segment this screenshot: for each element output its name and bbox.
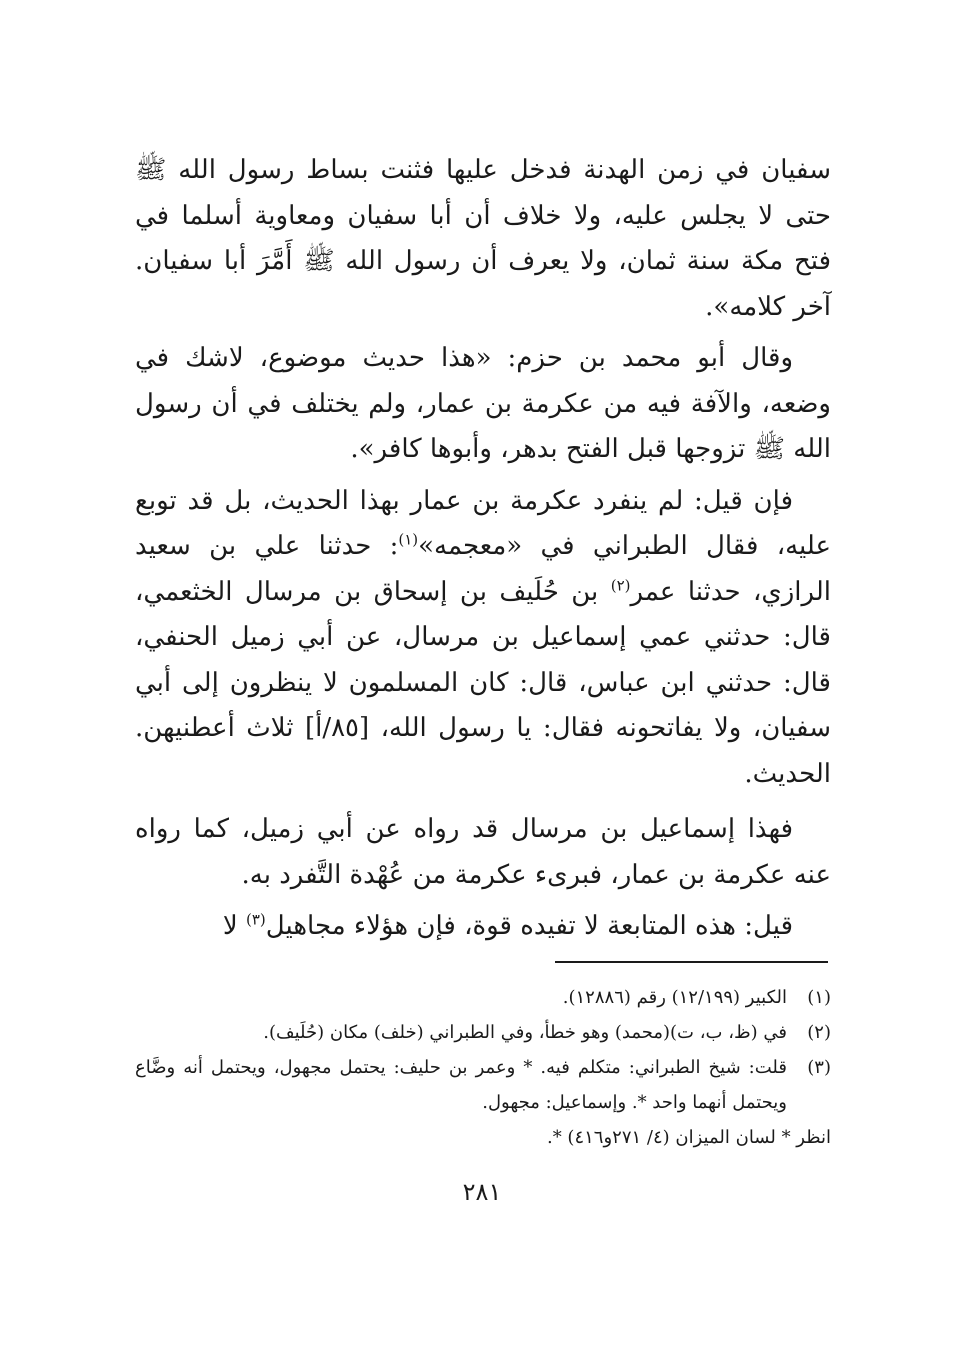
footnote-number: (٣) — [807, 1057, 831, 1078]
paragraph-1-text: سفيان في زمن الهدنة فدخل عليها فثنت بساط رسول الله ﷺ حتى لا يجلس عليه، ولا خلاف أن أبا سفيان ومعاوية أسلما في فتح مكة سنة ثمان، ولا يعرف أن رسول الله ﷺ أَمَّرَ أبا سفيان. آخر كلامه». — [135, 155, 831, 322]
paragraph-2-text: وقال أبو محمد بن حزم: «هذا حديث موضوع، لاشك في وضعه، والآفة فيه من عكرمة بن عمار، ولم يختلف في أن رسول الله ﷺ تزوجها قبل الفتح بدهر، وأبوها كافر». — [135, 343, 831, 464]
paragraph-3-text-c: بن حُلَيف بن إسحاق بن مرسال الخثعمي، قال: حدثني عمي إسماعيل بن مرسال، عن أبي زميل الحنفي، قال: حدثني ابن عباس، قال: كان المسلمون لا ينظرون إلى أبي سفيان، ولا يفاتحونه فقال: يا رسول الله، [٨٥/أ] ثلاث أعطنيهن. الحديث. — [135, 576, 831, 789]
footnote-text: قلت: شيخ الطبراني: متكلم فيه. * وعمر بن حليف: يحتمل مجهول، ويحتمل أنه وضَّاع ويحتمل أنهما واحد *. وإسماعيل: مجهول. — [135, 1057, 787, 1113]
paragraph-4-text: فهذا إسماعيل بن مرسال قد رواه عن أبي زميل، كما رواه عنه عكرمة بن عمار، فبرىء عكرمة من عُهْدة التَّفرد به. — [135, 814, 831, 890]
footnote-2 — [135, 1015, 831, 1050]
paragraph-2 — [135, 336, 831, 473]
paragraph-4 — [135, 807, 831, 898]
paragraph-5 — [135, 904, 831, 950]
paragraph-1 — [135, 148, 831, 330]
page-number: ٢٨١ — [462, 1178, 502, 1206]
footnote-ref-3[interactable]: (٣) — [246, 910, 266, 929]
paragraph-3-text-a: فإن قيل: لم ينفرد عكرمة بن عمار بهذا الحديث، بل قد توبع عليه، فقال الطبراني في «معجمه» — [135, 485, 831, 561]
paragraph-3-text-b: : حدثنا علي بن سعيد الرازي، حدثنا عمر — [135, 531, 832, 607]
footnote-text: في (ظ، ب، ت)(محمد) وهو خطأ، وفي الطبراني (خلف) مكان (حُلَيف). — [263, 1022, 787, 1043]
footnote-ref-1[interactable]: (١) — [398, 530, 419, 549]
paragraph-5-text-b: لا — [222, 911, 246, 941]
footnote-3-continuation: انظر * لسان الميزان (٤/ ٢٧١و٤١٦) *. — [546, 1127, 831, 1148]
main-text — [135, 148, 831, 956]
paragraph-5-text-a: قيل: هذه المتابعة لا تفيده قوة، فإن هؤلاء مجاهيل — [265, 911, 793, 941]
footnote-text: الكبير (١٢/١٩٩) رقم (١٢٨٨٦). — [562, 987, 787, 1008]
footnotes — [135, 980, 831, 1155]
footnote-number: (١) — [807, 987, 831, 1008]
footnote-number: (٢) — [807, 1022, 831, 1043]
footnote-separator — [555, 961, 828, 963]
footnote-ref-2[interactable]: (٢) — [610, 575, 631, 594]
footnote-1 — [135, 980, 831, 1015]
footnote-3 — [135, 1050, 831, 1120]
paragraph-3 — [135, 479, 831, 798]
